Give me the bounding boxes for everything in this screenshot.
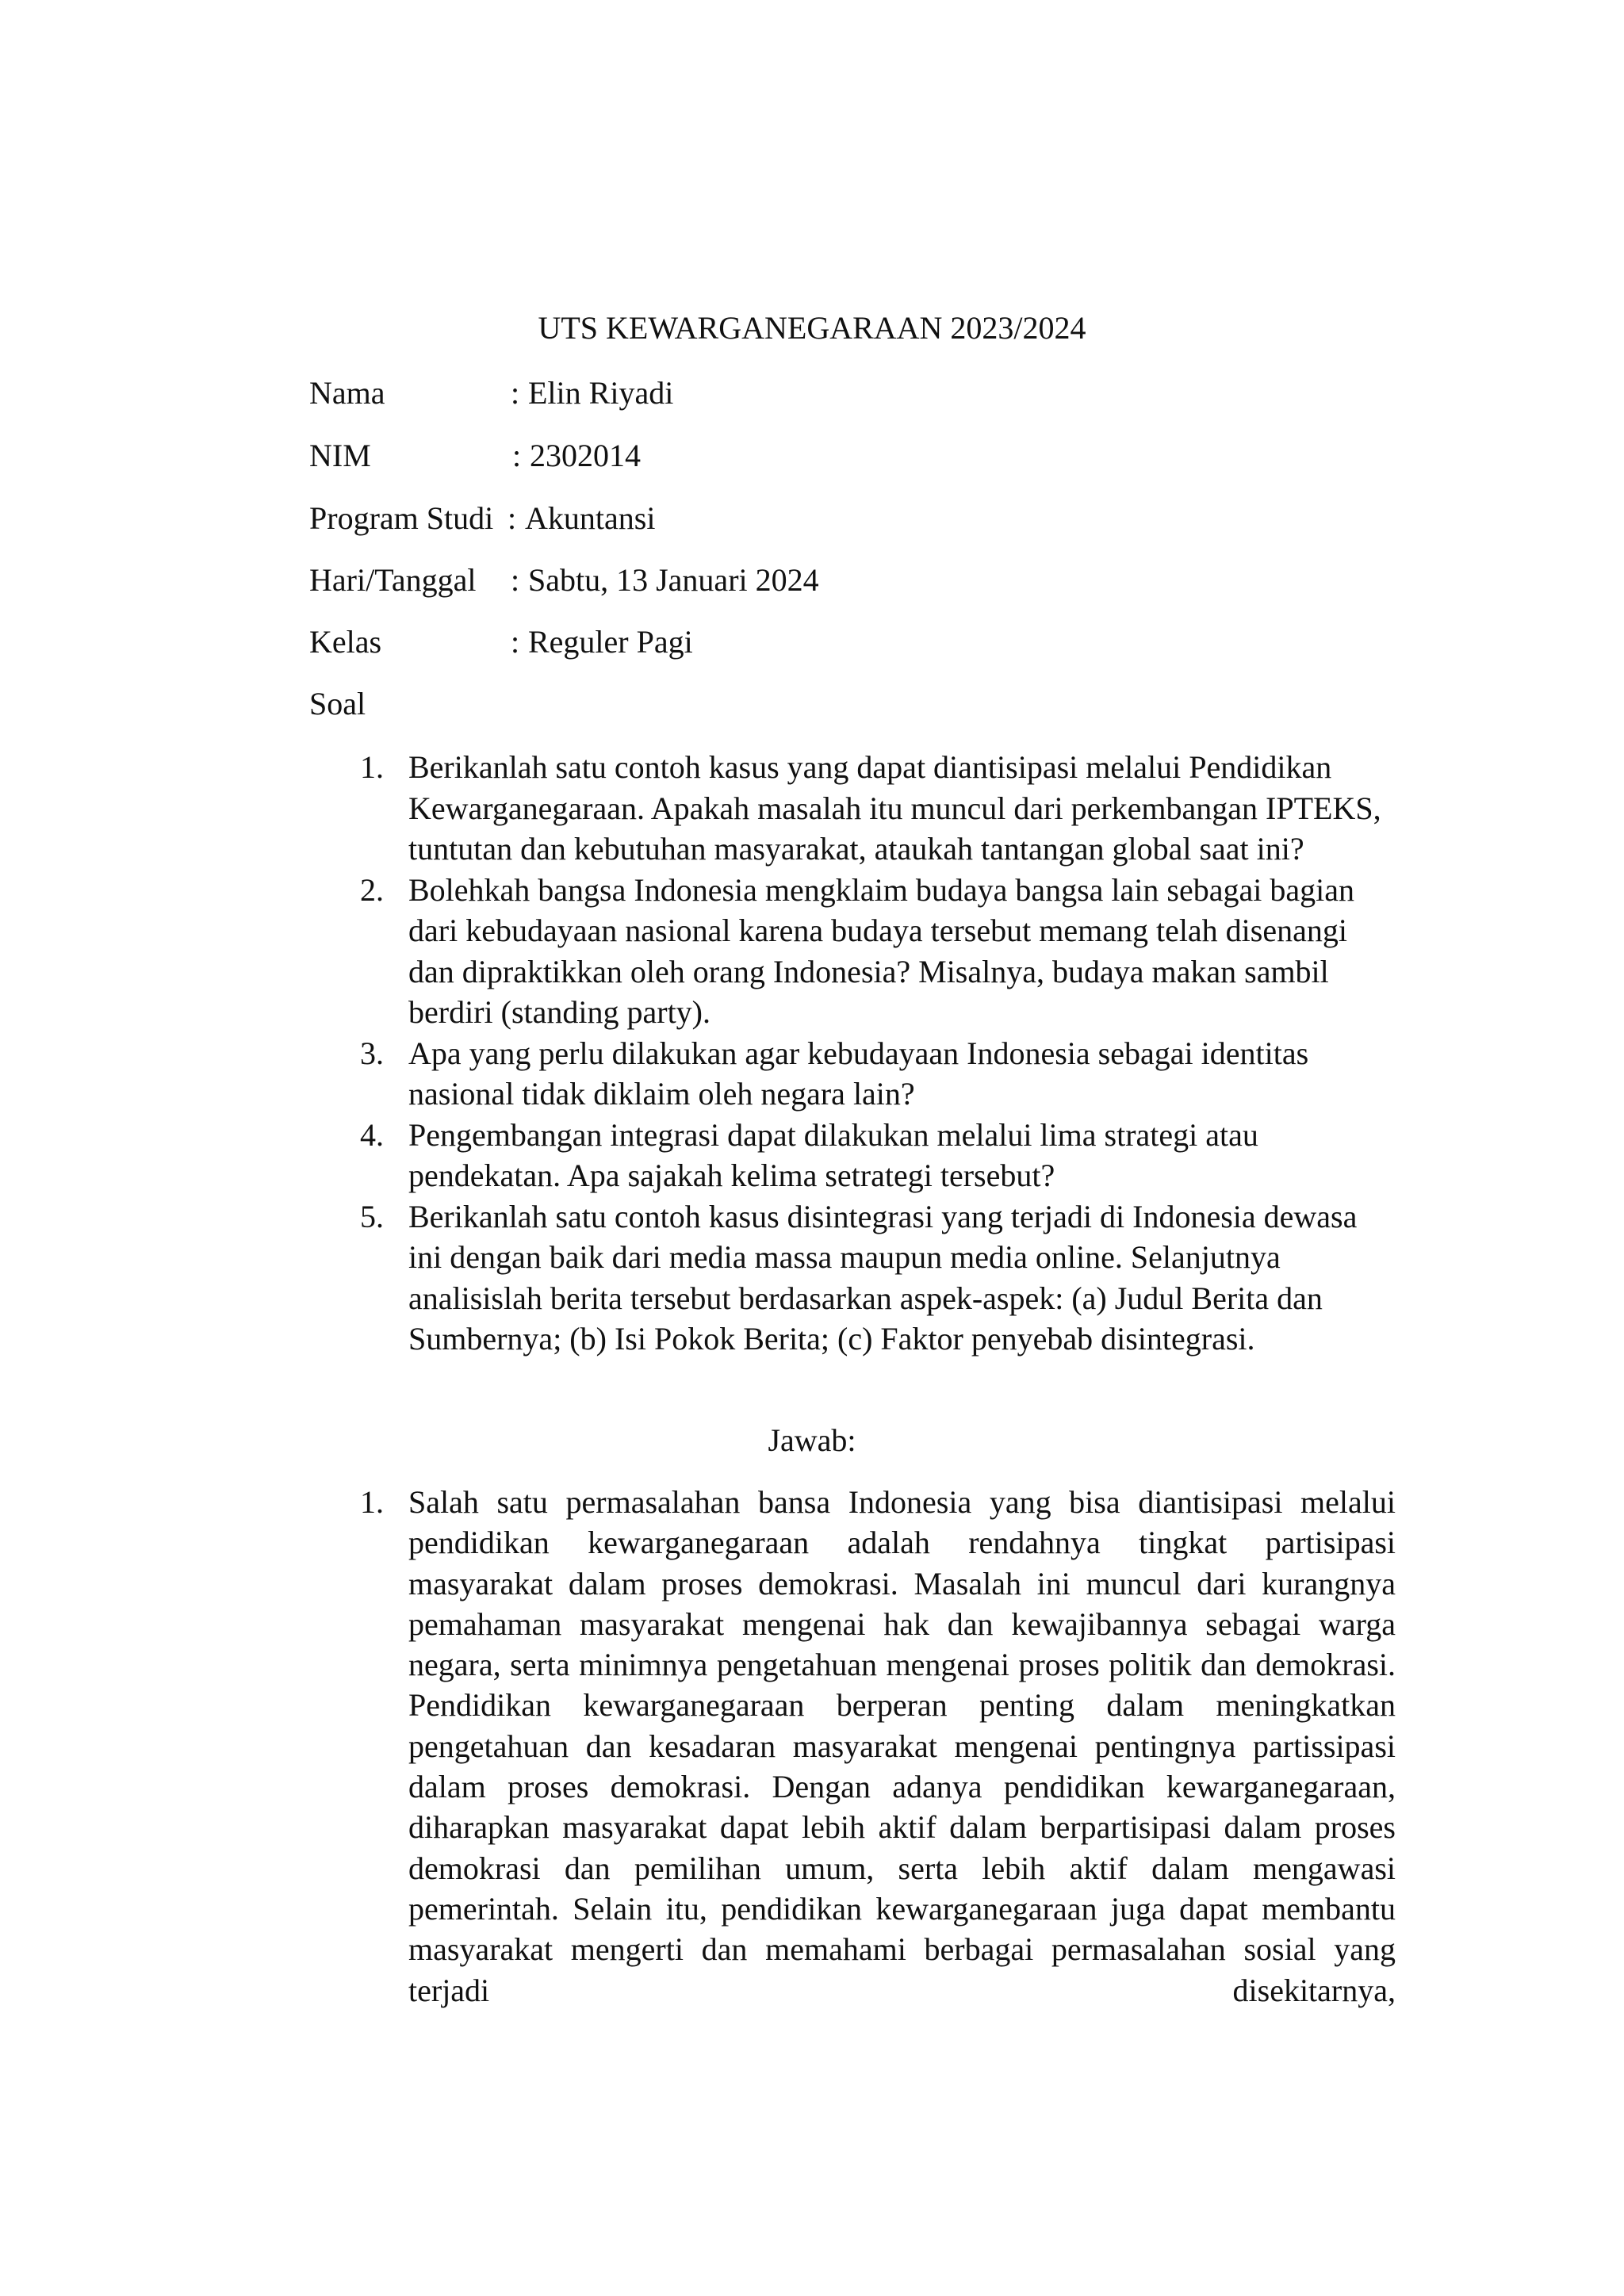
- answer-list: [309, 1482, 1396, 2011]
- question-number: 1.: [360, 749, 384, 785]
- question-text: Apa yang perlu dilakukan agar kebudayaan Indonesia sebagai identitas nasional tidak diklaim oleh negara lain?: [408, 1035, 1309, 1112]
- question-item: [309, 1115, 1394, 1196]
- info-label: Program Studi: [309, 500, 494, 536]
- question-text: Berikanlah satu contoh kasus yang dapat diantisipasi melalui Pendidikan Kewarganegaraan. Apakah masalah itu muncul dari perkembangan IPTEKS, tuntutan dan kebutuhan masyarakat, ataukah tantangan global saat ini?: [408, 749, 1381, 867]
- question-text: Berikanlah satu contoh kasus disintegrasi yang terjadi di Indonesia dewasa ini dengan baik dari media massa maupun media online. Selanjutnya analisislah berita tersebut berdasarkan aspek-aspek: (a) Judul Berita dan Sumbernya; (b) Isi Pokok Berita; (c) Faktor penyebab disintegrasi.: [408, 1198, 1358, 1357]
- soal-heading: Soal: [309, 686, 366, 721]
- info-separator: :: [511, 624, 520, 660]
- question-text: Pengembangan integrasi dapat dilakukan melalui lima strategi atau pendekatan. Apa sajakah kelima setrategi tersebut?: [408, 1116, 1258, 1193]
- question-number: 2.: [360, 871, 384, 908]
- info-separator: :: [512, 438, 522, 473]
- question-number: 5.: [360, 1198, 384, 1234]
- question-list: [309, 747, 1394, 1360]
- question-item: [309, 1033, 1394, 1115]
- info-label: Nama: [309, 375, 385, 411]
- question-item: [309, 1196, 1394, 1360]
- info-value: 2302014: [530, 438, 641, 473]
- info-label: Kelas: [309, 624, 382, 660]
- info-separator: :: [508, 500, 517, 536]
- answer-number: 1.: [360, 1484, 384, 1520]
- answer-text: Salah satu permasalahan bansa Indonesia yang bisa diantisipasi melalui pendidikan kewarganegaraan adalah rendahnya tingkat partisipasi masyarakat dalam proses demokrasi. Masalah ini muncul dari kurangnya pemahaman masyarakat mengenai hak dan kewajibannya sebagai warga negara, serta minimnya pengetahuan mengenai proses politik dan demokrasi. Pendidikan kewarganegaraan berperan penting dalam meningkatkan pengetahuan dan kesadaran masyarakat mengenai pentingnya partissipasi dalam proses demokrasi. Dengan adanya pendidikan kewarganegaraan, diharapkan masyarakat dapat lebih aktif dalam berpartisipasi dalam proses demokrasi dan pemilihan umum, serta lebih aktif dalam mengawasi pemerintah. Selain itu, pendidikan kewarganegaraan juga dapat membantu masyarakat mengerti dan memahami berbagai permasalahan sosial yang terjadi disekitarnya,: [408, 1484, 1396, 2008]
- question-item: [309, 747, 1394, 870]
- info-value: Akuntansi: [525, 500, 656, 536]
- question-item: [309, 870, 1394, 1033]
- info-label: Hari/Tanggal: [309, 562, 477, 598]
- info-label: NIM: [309, 438, 371, 473]
- info-separator: :: [511, 562, 520, 598]
- jawab-heading: Jawab:: [768, 1422, 856, 1458]
- document-title: UTS KEWARGANEGARAAN 2023/2024: [538, 310, 1086, 346]
- answer-item: [309, 1482, 1396, 2011]
- info-separator: :: [511, 375, 520, 411]
- info-value: Reguler Pagi: [528, 624, 693, 660]
- question-number: 4.: [360, 1116, 384, 1153]
- info-value: Elin Riyadi: [528, 375, 674, 411]
- info-value: Sabtu, 13 Januari 2024: [528, 562, 819, 598]
- question-number: 3.: [360, 1035, 384, 1071]
- question-text: Bolehkah bangsa Indonesia mengklaim budaya bangsa lain sebagai bagian dari kebudayaan nasional karena budaya tersebut memang telah disenangi dan dipraktikkan oleh orang Indonesia? Misalnya, budaya makan sambil berdiri (standing party).: [408, 871, 1354, 1030]
